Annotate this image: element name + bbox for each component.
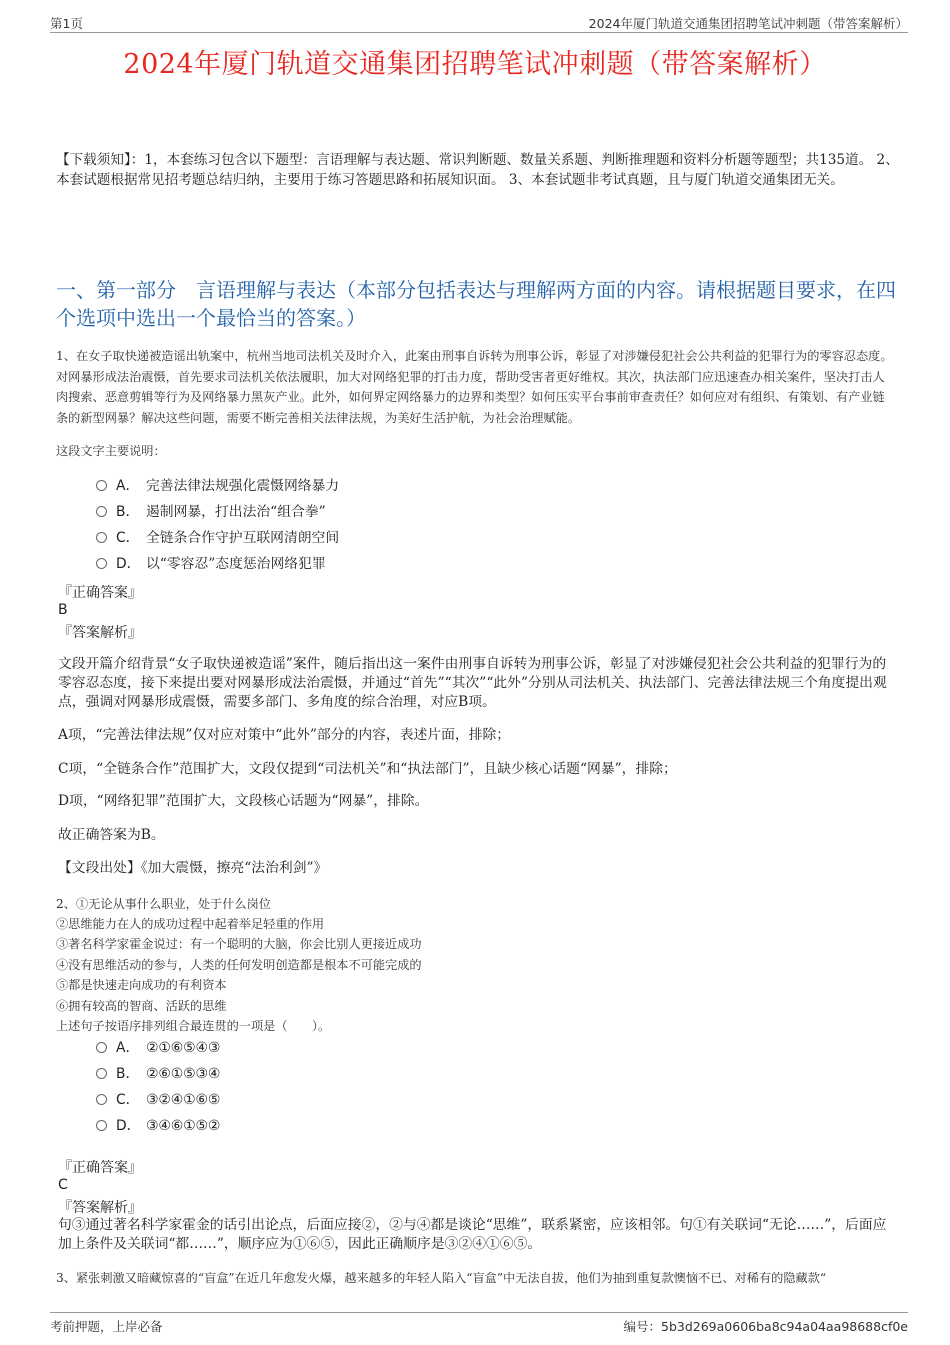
- question-2-line-2: ②思维能力在人的成功过程中起着举足轻重的作用: [56, 917, 325, 931]
- question-2-answer-label: 『正确答案』: [58, 1160, 142, 1176]
- question-1-analysis-conclusion: 故正确答案为B。: [58, 827, 165, 843]
- radio-icon[interactable]: [96, 1042, 107, 1053]
- question-2-line-5: ⑤都是快速走向成功的有利资本: [56, 978, 227, 992]
- question-2-analysis-label: 『答案解析』: [58, 1200, 142, 1216]
- question-1-option-b[interactable]: B． 遏制网暴，打出法治“组合拳”: [96, 502, 326, 522]
- question-2-line-6: ⑥拥有较高的智商、活跃的思维: [56, 999, 227, 1013]
- question-3-stem: 3、紧张刺激又暗藏惊喜的“盲盒”在近几年愈发火爆，越来越多的年轻人陷入“盲盒”中无法自拔，他们为抽到重复款懊恼不已、对稀有的隐藏款“: [56, 1271, 827, 1285]
- radio-icon[interactable]: [96, 1094, 107, 1105]
- question-1-analysis-label: 『答案解析』: [58, 625, 142, 641]
- question-1-option-d[interactable]: D． 以“零容忍”态度惩治网络犯罪: [96, 554, 326, 574]
- question-2-option-c[interactable]: C． ③②④①⑥⑤: [96, 1090, 220, 1110]
- radio-icon[interactable]: [96, 1120, 107, 1131]
- question-1-analysis-a: A项，“完善法律法规”仅对应对策中“此外”部分的内容，表述片面，排除；: [58, 727, 511, 743]
- question-2-option-b[interactable]: B． ②⑥①⑤③④: [96, 1064, 220, 1084]
- question-2-line-3: ③著名科学家霍金说过：有一个聪明的大脑，你会比别人更接近成功: [56, 937, 422, 951]
- radio-icon[interactable]: [96, 532, 107, 543]
- radio-icon[interactable]: [96, 558, 107, 569]
- question-1-prompt: 这段文字主要说明：: [56, 444, 166, 458]
- question-1-analysis-main: 文段开篇介绍背景“女子取快递被造谣”案件，随后指出这一案件由刑事自诉转为刑事公诉，彰显了对涉嫌侵犯社会公共利益的犯罪行为的零容忍态度，接下来提出要对网暴形成法治震慑，并通过“首先”“其次”“此外”分别从司法机关、执法部门、完善法律法规三个角度提出观点，强调对网暴形成震慑，需要多部门、多角度的综合治理，对应B项。: [58, 656, 887, 710]
- radio-icon[interactable]: [96, 506, 107, 517]
- question-1-answer: B: [58, 602, 68, 618]
- question-2-line-1: 2、①无论从事什么职业，处于什么岗位: [56, 897, 271, 911]
- question-2-prompt: 上述句子按语序排列组合最连贯的一项是（ ）。: [56, 1019, 331, 1033]
- question-2-option-a[interactable]: A． ②①⑥⑤④③: [96, 1038, 220, 1058]
- section-heading: 一、第一部分 言语理解与表达（本部分包括表达与理解两方面的内容。请根据题目要求，在四个选项中选出一个最恰当的答案。）: [56, 278, 896, 330]
- question-1-analysis-d: D项，“网络犯罪”范围扩大，文段核心话题为“网暴”，排除。: [58, 793, 429, 809]
- footer-slogan: 考前押题，上岸必备: [50, 1319, 163, 1334]
- question-1-source: 【文段出处】《加大震慑，擦亮“法治利剑”》: [58, 860, 328, 876]
- page-footer: [50, 1312, 908, 1335]
- page-title: 2024年厦门轨道交通集团招聘笔试冲刺题（带答案解析）: [123, 49, 827, 80]
- page-header: [50, 12, 908, 33]
- page-number: 第1页: [50, 16, 83, 31]
- question-1-stem: 1、在女子取快递被造谣出轨案中，杭州当地司法机关及时介入，此案由刑事自诉转为刑事公诉，彰显了对涉嫌侵犯社会公共利益的犯罪行为的零容忍态度。对网暴形成法治震慑，首先要求司法机关依法履职，加大对网络犯罪的打击力度，帮助受害者更好维权。其次，执法部门应迅速查办相关案件，坚决打击人肉搜索、恶意剪辑等行为及网络暴力黑灰产业。此外，如何界定网络暴力的边界和类型？如何压实平台事前审查责任？如何应对有组织、有策划、有产业链条的新型网暴？解决这些问题，需要不断完善相关法律法规，为美好生活护航，为社会治理赋能。: [56, 349, 893, 425]
- footer-doc-id: 编号：5b3d269a0606ba8c94a04aa98688cf0e: [623, 1319, 908, 1334]
- question-2-analysis: 句③通过著名科学家霍金的话引出论点，后面应接②，②与④都是谈论“思维”，联系紧密，应该相邻。句①有关联词“无论……”，后面应加上条件及关联词“都……”，顺序应为①⑥⑤，因此正确顺序是③②④①⑥⑤。: [58, 1217, 887, 1252]
- radio-icon[interactable]: [96, 1068, 107, 1079]
- download-notice: 【下载须知】：1，本套练习包含以下题型：言语理解与表达题、常识判断题、数量关系题、判断推理题和资料分析题等题型；共135道。 2、本套试题根据常见招考题总结归纳，主要用于练习答题思路和拓展知识面。 3、本套试题非考试真题，且与厦门轨道交通集团无关。: [56, 152, 899, 188]
- header-doc-title: 2024年厦门轨道交通集团招聘笔试冲刺题（带答案解析）: [588, 16, 908, 31]
- question-1-analysis-c: C项，“全链条合作”范围扩大，文段仅提到“司法机关”和“执法部门”，且缺少核心话题“网暴”，排除；: [58, 761, 677, 777]
- question-2-line-4: ④没有思维活动的参与，人类的任何发明创造都是根本不可能完成的: [56, 958, 422, 972]
- radio-icon[interactable]: [96, 480, 107, 491]
- question-1-answer-label: 『正确答案』: [58, 585, 142, 601]
- question-2-option-d[interactable]: D． ③④⑥①⑤②: [96, 1116, 220, 1136]
- question-1-option-c[interactable]: C． 全链条合作守护互联网清朗空间: [96, 528, 339, 548]
- question-2-answer: C: [58, 1177, 68, 1193]
- question-1-option-a[interactable]: A． 完善法律法规强化震慑网络暴力: [96, 476, 339, 496]
